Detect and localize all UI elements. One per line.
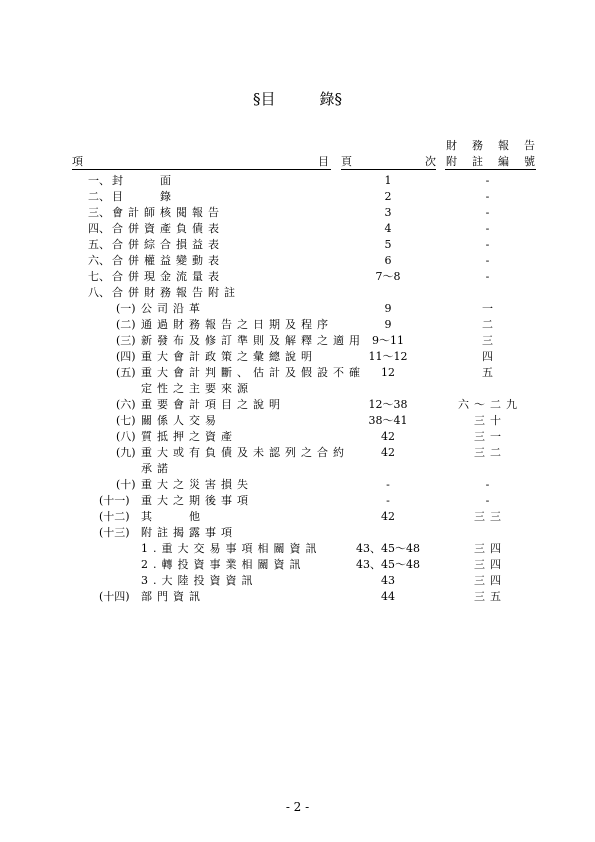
toc-page: 12～38 [368, 398, 408, 411]
header-page-end: 次 [425, 155, 436, 168]
toc-number: (十三) [99, 526, 130, 539]
toc-label: 關係人交易 [141, 414, 221, 427]
header-note-char: 號 [524, 155, 535, 168]
toc-label: 定性之主要來源 [141, 382, 253, 395]
title-left: §目 [252, 90, 276, 108]
toc-page: 5 [384, 238, 392, 251]
toc-number: (九) [116, 446, 136, 459]
toc-page: 43 [381, 574, 395, 587]
toc-number: (八) [116, 430, 136, 443]
toc-number: (十) [116, 478, 136, 491]
toc-page: 9 [384, 302, 392, 315]
toc-page: 42 [381, 446, 395, 459]
toc-note-ref: 三三 [474, 510, 506, 523]
toc-note-ref: 五 [482, 366, 498, 379]
page-number: - 2 - [285, 800, 310, 814]
header-note-char: 務 [472, 139, 483, 152]
toc-note-ref: 六～二九 [458, 398, 522, 411]
toc-number: 三、 [88, 206, 110, 219]
page-title [0, 88, 595, 109]
toc-note-ref: 三四 [474, 542, 506, 555]
header-item: 項 [72, 155, 83, 168]
toc-number: (六) [116, 398, 136, 411]
toc-page: - [386, 478, 390, 491]
toc-number: 二、 [88, 190, 110, 203]
toc-page: 9～11 [372, 334, 404, 347]
header-note-char: 報 [498, 139, 509, 152]
toc-label: 目 錄 [112, 190, 176, 203]
toc-number: (四) [116, 350, 136, 363]
toc-label: 公司沿革 [141, 302, 205, 315]
toc-note-ref: 三五 [474, 590, 506, 603]
toc-number: (十一) [99, 494, 130, 507]
toc-label: 重大會計政策之彙總說明 [141, 350, 317, 363]
toc-number: (二) [116, 318, 136, 331]
toc-page: 11～12 [368, 350, 408, 363]
toc-note-ref: - [485, 190, 495, 203]
toc-note-ref: - [485, 206, 495, 219]
toc-note-ref: - [485, 494, 495, 507]
toc-label: 2.轉投資事業相關資訊 [141, 558, 306, 571]
toc-page: 2 [384, 190, 392, 203]
toc-page: 4 [384, 222, 392, 235]
toc-note-ref: 四 [482, 350, 498, 363]
header-note-char: 財 [446, 139, 457, 152]
toc-label: 合併財務報告附註 [112, 286, 240, 299]
toc-number: (十二) [99, 510, 130, 523]
toc-number: (十四) [99, 590, 130, 603]
toc-number: 一、 [88, 174, 110, 187]
toc-label: 承諾 [141, 462, 173, 475]
toc-label: 重大或有負債及未認列之合約 [141, 446, 349, 459]
toc-number: 五、 [88, 238, 110, 251]
toc-page: 3 [384, 206, 392, 219]
toc-label: 合併綜合損益表 [112, 238, 224, 251]
toc-page: 7～8 [375, 270, 401, 283]
toc-label: 通過財務報告之日期及程序 [141, 318, 333, 331]
toc-number: (五) [116, 366, 136, 379]
toc-note-ref: 三 [482, 334, 498, 347]
toc-number: 四、 [88, 222, 110, 235]
toc-note-ref: - [485, 478, 495, 491]
header-note-char: 編 [498, 155, 509, 168]
header-item-end: 目 [318, 155, 329, 168]
toc-label: 封 面 [112, 174, 176, 187]
toc-note-ref: - [485, 222, 495, 235]
toc-note-ref: 二 [482, 318, 498, 331]
toc-number: 六、 [88, 254, 110, 267]
header-rule-note [445, 169, 536, 170]
toc-label: 會計師核閱報告 [112, 206, 224, 219]
title-right: 錄§ [319, 90, 343, 108]
toc-page: 43、45～48 [356, 542, 420, 555]
toc-label: 部門資訊 [141, 590, 205, 603]
toc-label: 3.大陸投資資訊 [141, 574, 258, 587]
toc-note-ref: 一 [482, 302, 498, 315]
toc-note-ref: - [485, 238, 495, 251]
toc-note-ref: - [485, 254, 495, 267]
toc-label: 1.重大交易事項相關資訊 [141, 542, 322, 555]
header-page-start: 頁 [341, 155, 352, 168]
header-rule-item [72, 169, 331, 170]
toc-note-ref: - [485, 270, 495, 283]
toc-note-ref: 三四 [474, 558, 506, 571]
toc-label: 重大會計判斷、估計及假設不確 [141, 366, 365, 379]
toc-page: 9 [384, 318, 392, 331]
toc-label: 重大之期後事項 [141, 494, 253, 507]
toc-number: 七、 [88, 270, 110, 283]
toc-label: 合併現金流量表 [112, 270, 224, 283]
toc-page: 6 [384, 254, 392, 267]
toc-note-ref: 三十 [474, 414, 506, 427]
toc-number: 八、 [88, 286, 110, 299]
toc-page: 42 [381, 510, 395, 523]
toc-label: 重要會計項目之說明 [141, 398, 285, 411]
toc-number: (三) [116, 334, 136, 347]
toc-number: (七) [116, 414, 136, 427]
toc-number: (一) [116, 302, 136, 315]
header-rule-page [341, 169, 436, 170]
header-note-char: 附 [446, 155, 457, 168]
toc-label: 質抵押之資產 [141, 430, 237, 443]
toc-note-ref: 三一 [474, 430, 506, 443]
toc-note-ref: - [485, 174, 495, 187]
toc-note-ref: 三二 [474, 446, 506, 459]
toc-label: 合併權益變動表 [112, 254, 224, 267]
toc-page: 12 [381, 366, 395, 379]
header-note-char: 註 [472, 155, 483, 168]
toc-page: 38～41 [368, 414, 408, 427]
toc-page: 43、45～48 [356, 558, 420, 571]
toc-label: 合併資產負債表 [112, 222, 224, 235]
toc-page: - [386, 494, 390, 507]
toc-label: 其 他 [141, 510, 205, 523]
toc-page: 1 [384, 174, 392, 187]
toc-page: 44 [381, 590, 395, 603]
header-note-char: 告 [524, 139, 535, 152]
toc-label: 重大之災害損失 [141, 478, 253, 491]
toc-label: 新發布及修訂準則及解釋之適用 [141, 334, 365, 347]
toc-label: 附註揭露事項 [141, 526, 237, 539]
toc-page: 42 [381, 430, 395, 443]
toc-note-ref: 三四 [474, 574, 506, 587]
